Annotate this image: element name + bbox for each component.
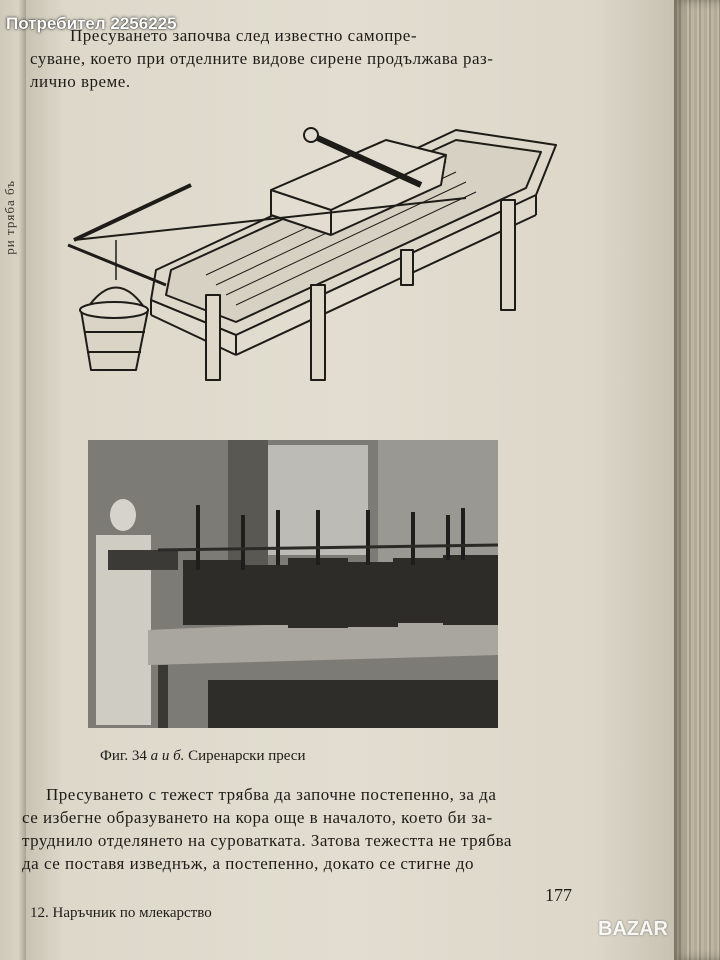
book-binding [674, 0, 720, 960]
left-page-fragment: ри тряба бъ [2, 180, 17, 255]
paragraph-line: лично време. [30, 72, 131, 91]
caption-title: Сиренарски преси [184, 748, 306, 764]
page-number: 177 [545, 885, 572, 905]
bazar-logo: BAZAR [598, 918, 668, 940]
cheese-press-illustration [56, 100, 576, 390]
caption-letters: а и б. [150, 748, 185, 764]
paragraph-line: да се поставя изведнъж, а постепенно, докато се стигне до [22, 854, 474, 873]
figure-caption [100, 748, 305, 765]
paragraph-line: суване, което при отделните видове сирене продължава раз- [30, 49, 494, 68]
paragraph-line: Пресуването с тежест трябва да започне постепенно, за да [46, 785, 497, 804]
photo-drawing [88, 440, 498, 728]
paragraph-line: труднило отделянето на суроватката. Затова тежестта не трябва [22, 831, 512, 850]
paragraph-line: Пресуването започва след известно самопре- [70, 26, 417, 45]
cheese-press-photo [88, 440, 498, 728]
caption-prefix: Фиг. 34 [100, 748, 151, 764]
footer-book-title: 12. Наръчник по млекарство [30, 905, 212, 921]
user-watermark: Потребител 2256225 [6, 14, 177, 33]
paragraph-line: се избегне образуването на кора още в началото, което би за- [22, 808, 493, 827]
